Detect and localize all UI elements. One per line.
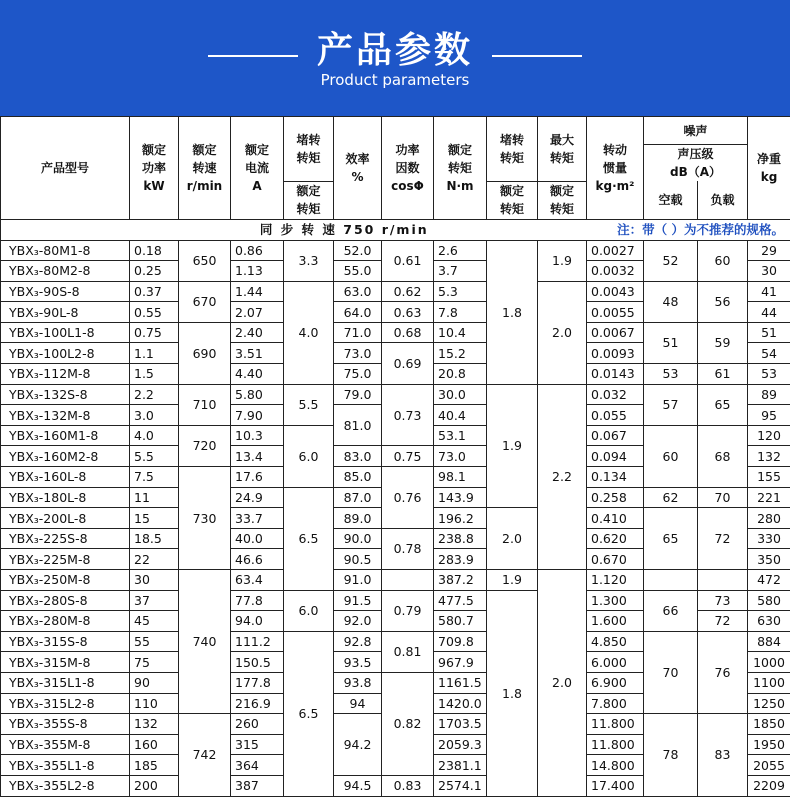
pf-cell: 0.78 [382,528,434,569]
header-locked-torque: 堵转 转矩 [284,117,334,182]
power-cell: 55 [130,631,179,652]
torque-cell: 387.2 [434,570,487,591]
current-cell: 5.80 [231,384,284,405]
weight-cell: 350 [748,549,790,570]
model-cell: YBX₃-90L-8 [1,302,130,323]
max-torque-cell: 2.0 [538,570,587,797]
current-cell: 63.4 [231,570,284,591]
power-cell: 90 [130,672,179,693]
efficiency-cell: 92.0 [334,611,382,632]
torque-cell: 73.0 [434,446,487,467]
power-cell: 185 [130,755,179,776]
torque-cell: 40.4 [434,405,487,426]
efficiency-cell: 79.0 [334,384,382,405]
table-row [1,384,790,405]
power-cell: 4.0 [130,425,179,446]
inertia-cell: 1.600 [587,611,644,632]
noise-load-cell: 73 [698,590,748,611]
pf-cell: 0.63 [382,302,434,323]
efficiency-cell: 63.0 [334,281,382,302]
torque-cell: 30.0 [434,384,487,405]
model-cell: YBX₃-112M-8 [1,364,130,385]
efficiency-cell: 73.0 [334,343,382,364]
efficiency-cell: 55.0 [334,261,382,282]
inertia-cell: 0.0055 [587,302,644,323]
weight-cell: 54 [748,343,790,364]
locked-torque-2-cell: 2.0 [487,508,538,570]
inertia-cell: 0.0143 [587,364,644,385]
noise-load-cell: 68 [698,425,748,487]
efficiency-cell: 94.2 [334,714,382,776]
current-cell: 4.40 [231,364,284,385]
torque-cell: 3.7 [434,261,487,282]
header-rated-torque: 额定 转矩 N·m [434,117,487,220]
inertia-cell: 0.094 [587,446,644,467]
inertia-cell: 11.800 [587,734,644,755]
noise-load-cell [698,570,748,591]
weight-cell: 41 [748,281,790,302]
current-cell: 33.7 [231,508,284,529]
current-cell: 13.4 [231,446,284,467]
torque-cell: 5.3 [434,281,487,302]
efficiency-cell: 93.5 [334,652,382,673]
current-cell: 1.44 [231,281,284,302]
torque-cell: 477.5 [434,590,487,611]
model-cell: YBX₃-355L1-8 [1,755,130,776]
noise-noload-cell: 48 [644,281,698,322]
power-cell: 200 [130,775,179,796]
locked-torque-cell: 5.5 [284,384,334,425]
weight-cell: 1950 [748,734,790,755]
weight-cell: 472 [748,570,790,591]
header-weight: 净重 kg [748,117,790,220]
inertia-cell: 11.800 [587,714,644,735]
power-cell: 5.5 [130,446,179,467]
pf-cell: 0.62 [382,281,434,302]
model-cell: YBX₃-132S-8 [1,384,130,405]
speed-cell: 650 [179,240,231,281]
inertia-cell: 14.800 [587,755,644,776]
header-load: 负载 [698,181,748,219]
locked-torque-cell: 3.3 [284,240,334,281]
torque-cell: 7.8 [434,302,487,323]
current-cell: 3.51 [231,343,284,364]
noise-noload-cell [644,570,698,591]
model-cell: YBX₃-132M-8 [1,405,130,426]
efficiency-cell: 87.0 [334,487,382,508]
power-cell: 22 [130,549,179,570]
table-row [1,631,790,652]
pf-cell: 0.69 [382,343,434,384]
model-cell: YBX₃-225M-8 [1,549,130,570]
pf-cell [382,570,434,591]
header-locked-torque-2-ratio: 额定 转矩 [487,181,538,219]
inertia-cell: 1.300 [587,590,644,611]
pf-cell: 0.82 [382,672,434,775]
current-cell: 387 [231,775,284,796]
efficiency-cell: 94 [334,693,382,714]
model-cell: YBX₃-90S-8 [1,281,130,302]
pf-cell: 0.73 [382,384,434,446]
inertia-cell: 0.670 [587,549,644,570]
weight-cell: 1850 [748,714,790,735]
current-cell: 1.13 [231,261,284,282]
torque-cell: 1420.0 [434,693,487,714]
current-cell: 7.90 [231,405,284,426]
efficiency-cell: 90.5 [334,549,382,570]
noise-load-cell: 72 [698,508,748,570]
noise-noload-cell: 70 [644,631,698,713]
table-row [1,281,790,302]
current-cell: 150.5 [231,652,284,673]
parameter-table [0,116,790,797]
speed-cell: 742 [179,714,231,796]
power-cell: 11 [130,487,179,508]
inertia-cell: 0.0043 [587,281,644,302]
power-cell: 132 [130,714,179,735]
locked-torque-cell: 6.0 [284,425,334,487]
current-cell: 24.9 [231,487,284,508]
noise-noload-cell: 57 [644,384,698,425]
model-cell: YBX₃-355L2-8 [1,775,130,796]
torque-cell: 143.9 [434,487,487,508]
efficiency-cell: 93.8 [334,672,382,693]
speed-cell: 720 [179,425,231,466]
locked-torque-cell: 6.0 [284,590,334,631]
model-cell: YBX₃-315L2-8 [1,693,130,714]
efficiency-cell: 91.0 [334,570,382,591]
header-model: 产品型号 [1,117,130,220]
torque-cell: 1703.5 [434,714,487,735]
weight-cell: 221 [748,487,790,508]
pf-cell: 0.83 [382,775,434,796]
noise-load-cell: 72 [698,611,748,632]
locked-torque-2-cell: 1.9 [487,384,538,508]
header-max-torque-ratio: 额定 转矩 [538,181,587,219]
speed-cell: 710 [179,384,231,425]
table-row [1,570,790,591]
power-cell: 110 [130,693,179,714]
efficiency-cell: 85.0 [334,467,382,488]
model-cell: YBX₃-280M-8 [1,611,130,632]
current-cell: 111.2 [231,631,284,652]
inertia-cell: 0.410 [587,508,644,529]
weight-cell: 1250 [748,693,790,714]
locked-torque-cell: 6.5 [284,487,334,590]
model-cell: YBX₃-315M-8 [1,652,130,673]
noise-noload-cell: 65 [644,508,698,570]
current-cell: 40.0 [231,528,284,549]
model-cell: YBX₃-80M1-8 [1,240,130,261]
weight-cell: 53 [748,364,790,385]
weight-cell: 330 [748,528,790,549]
torque-cell: 2.6 [434,240,487,261]
torque-cell: 196.2 [434,508,487,529]
table-row [1,590,790,611]
model-cell: YBX₃-355S-8 [1,714,130,735]
current-cell: 94.0 [231,611,284,632]
noise-load-cell: 70 [698,487,748,508]
model-cell: YBX₃-160M2-8 [1,446,130,467]
inertia-cell: 0.0027 [587,240,644,261]
efficiency-cell: 90.0 [334,528,382,549]
inertia-cell: 0.258 [587,487,644,508]
weight-cell: 280 [748,508,790,529]
noise-load-cell: 61 [698,364,748,385]
header-efficiency: 效率 % [334,117,382,220]
header-noise: 噪声 [644,117,748,145]
torque-cell: 53.1 [434,425,487,446]
page-subtitle: Product parameters [0,71,790,89]
model-cell: YBX₃-225S-8 [1,528,130,549]
page-title: 产品参数 [0,22,790,73]
efficiency-cell: 91.5 [334,590,382,611]
inertia-cell: 7.800 [587,693,644,714]
locked-torque-2-cell: 1.9 [487,570,538,591]
table-row [1,240,790,261]
inertia-cell: 6.900 [587,672,644,693]
inertia-cell: 0.067 [587,425,644,446]
noise-load-cell: 76 [698,631,748,713]
model-cell: YBX₃-250M-8 [1,570,130,591]
torque-cell: 1161.5 [434,672,487,693]
power-cell: 75 [130,652,179,673]
efficiency-cell: 83.0 [334,446,382,467]
inertia-cell: 0.0093 [587,343,644,364]
noise-noload-cell: 66 [644,590,698,631]
current-cell: 17.6 [231,467,284,488]
inertia-cell: 1.120 [587,570,644,591]
model-cell: YBX₃-315S-8 [1,631,130,652]
model-cell: YBX₃-100L2-8 [1,343,130,364]
weight-cell: 2209 [748,775,790,796]
current-cell: 10.3 [231,425,284,446]
efficiency-cell: 94.5 [334,775,382,796]
model-cell: YBX₃-280S-8 [1,590,130,611]
weight-cell: 155 [748,467,790,488]
torque-cell: 709.8 [434,631,487,652]
pf-cell: 0.75 [382,446,434,467]
power-cell: 45 [130,611,179,632]
locked-torque-cell: 4.0 [284,281,334,384]
model-cell: YBX₃-160M1-8 [1,425,130,446]
header-speed: 额定 转速 r/min [179,117,231,220]
model-cell: YBX₃-80M2-8 [1,261,130,282]
power-cell: 1.5 [130,364,179,385]
model-cell: YBX₃-355M-8 [1,734,130,755]
speed-cell: 740 [179,570,231,714]
torque-cell: 15.2 [434,343,487,364]
weight-cell: 132 [748,446,790,467]
noise-noload-cell: 78 [644,714,698,796]
table-note: 注：带（ ）为不推荐的规格。 [538,219,790,240]
torque-cell: 580.7 [434,611,487,632]
efficiency-cell: 52.0 [334,240,382,261]
noise-noload-cell: 51 [644,322,698,363]
noise-noload-cell: 53 [644,364,698,385]
model-cell: YBX₃-315L1-8 [1,672,130,693]
header-inertia: 转动 惯量 kg·m² [587,117,644,220]
power-cell: 0.37 [130,281,179,302]
power-cell: 0.25 [130,261,179,282]
torque-cell: 283.9 [434,549,487,570]
table-row [1,322,790,343]
power-cell: 18.5 [130,528,179,549]
current-cell: 216.9 [231,693,284,714]
power-cell: 3.0 [130,405,179,426]
noise-load-cell: 60 [698,240,748,281]
header-sound-level: 声压级 dB（A） [644,145,748,182]
noise-noload-cell: 62 [644,487,698,508]
noise-noload-cell: 60 [644,425,698,487]
speed-cell: 670 [179,281,231,322]
torque-cell: 10.4 [434,322,487,343]
model-cell: YBX₃-100L1-8 [1,322,130,343]
power-cell: 0.18 [130,240,179,261]
locked-torque-cell: 6.5 [284,631,334,796]
efficiency-cell: 81.0 [334,405,382,446]
weight-cell: 580 [748,590,790,611]
power-cell: 37 [130,590,179,611]
torque-cell: 98.1 [434,467,487,488]
weight-cell: 2055 [748,755,790,776]
current-cell: 2.40 [231,322,284,343]
model-cell: YBX₃-180L-8 [1,487,130,508]
efficiency-cell: 75.0 [334,364,382,385]
current-cell: 2.07 [231,302,284,323]
inertia-cell: 0.0067 [587,322,644,343]
current-cell: 0.86 [231,240,284,261]
power-cell: 0.75 [130,322,179,343]
inertia-cell: 0.134 [587,467,644,488]
current-cell: 77.8 [231,590,284,611]
pf-cell: 0.68 [382,322,434,343]
inertia-cell: 17.400 [587,775,644,796]
noise-load-cell: 65 [698,384,748,425]
header-power-factor: 功率 因数 cosΦ [382,117,434,220]
weight-cell: 29 [748,240,790,261]
inertia-cell: 6.000 [587,652,644,673]
torque-cell: 2381.1 [434,755,487,776]
efficiency-cell: 92.8 [334,631,382,652]
pf-cell: 0.79 [382,590,434,631]
torque-cell: 2059.3 [434,734,487,755]
header-banner [0,0,790,116]
current-cell: 364 [231,755,284,776]
model-cell: YBX₃-160L-8 [1,467,130,488]
pf-cell: 0.61 [382,240,434,281]
max-torque-cell: 1.9 [538,240,587,281]
current-cell: 260 [231,714,284,735]
locked-torque-2-cell: 1.8 [487,240,538,384]
pf-cell: 0.81 [382,631,434,672]
noise-load-cell: 56 [698,281,748,322]
current-cell: 46.6 [231,549,284,570]
inertia-cell: 0.0032 [587,261,644,282]
power-cell: 30 [130,570,179,591]
current-cell: 177.8 [231,672,284,693]
decorative-line-right [492,55,582,57]
power-cell: 160 [130,734,179,755]
header-noload: 空载 [644,181,698,219]
speed-cell: 730 [179,467,231,570]
noise-load-cell: 83 [698,714,748,796]
inertia-cell: 0.620 [587,528,644,549]
torque-cell: 20.8 [434,364,487,385]
weight-cell: 44 [748,302,790,323]
locked-torque-2-cell: 1.8 [487,590,538,796]
power-cell: 7.5 [130,467,179,488]
header-locked-torque-2: 堵转 转矩 [487,117,538,182]
header-current: 额定 电流 A [231,117,284,220]
weight-cell: 630 [748,611,790,632]
current-cell: 315 [231,734,284,755]
weight-cell: 51 [748,322,790,343]
torque-cell: 238.8 [434,528,487,549]
max-torque-cell: 2.0 [538,281,587,384]
weight-cell: 89 [748,384,790,405]
torque-cell: 2574.1 [434,775,487,796]
weight-cell: 30 [748,261,790,282]
noise-load-cell: 59 [698,322,748,363]
weight-cell: 95 [748,405,790,426]
weight-cell: 120 [748,425,790,446]
power-cell: 15 [130,508,179,529]
inertia-cell: 4.850 [587,631,644,652]
header-max-torque: 最大 转矩 [538,117,587,182]
weight-cell: 884 [748,631,790,652]
model-cell: YBX₃-200L-8 [1,508,130,529]
header-power: 额定 功率 kW [130,117,179,220]
header-locked-torque-ratio: 额定 转矩 [284,181,334,219]
inertia-cell: 0.055 [587,405,644,426]
torque-cell: 967.9 [434,652,487,673]
power-cell: 2.2 [130,384,179,405]
power-cell: 0.55 [130,302,179,323]
sync-speed-label: 同 步 转 速 750 r/min [1,219,538,240]
inertia-cell: 0.032 [587,384,644,405]
power-cell: 1.1 [130,343,179,364]
speed-cell: 690 [179,322,231,384]
efficiency-cell: 71.0 [334,322,382,343]
efficiency-cell: 89.0 [334,508,382,529]
weight-cell: 1000 [748,652,790,673]
efficiency-cell: 64.0 [334,302,382,323]
pf-cell: 0.76 [382,467,434,529]
noise-noload-cell: 52 [644,240,698,281]
max-torque-cell: 2.2 [538,384,587,569]
weight-cell: 1100 [748,672,790,693]
